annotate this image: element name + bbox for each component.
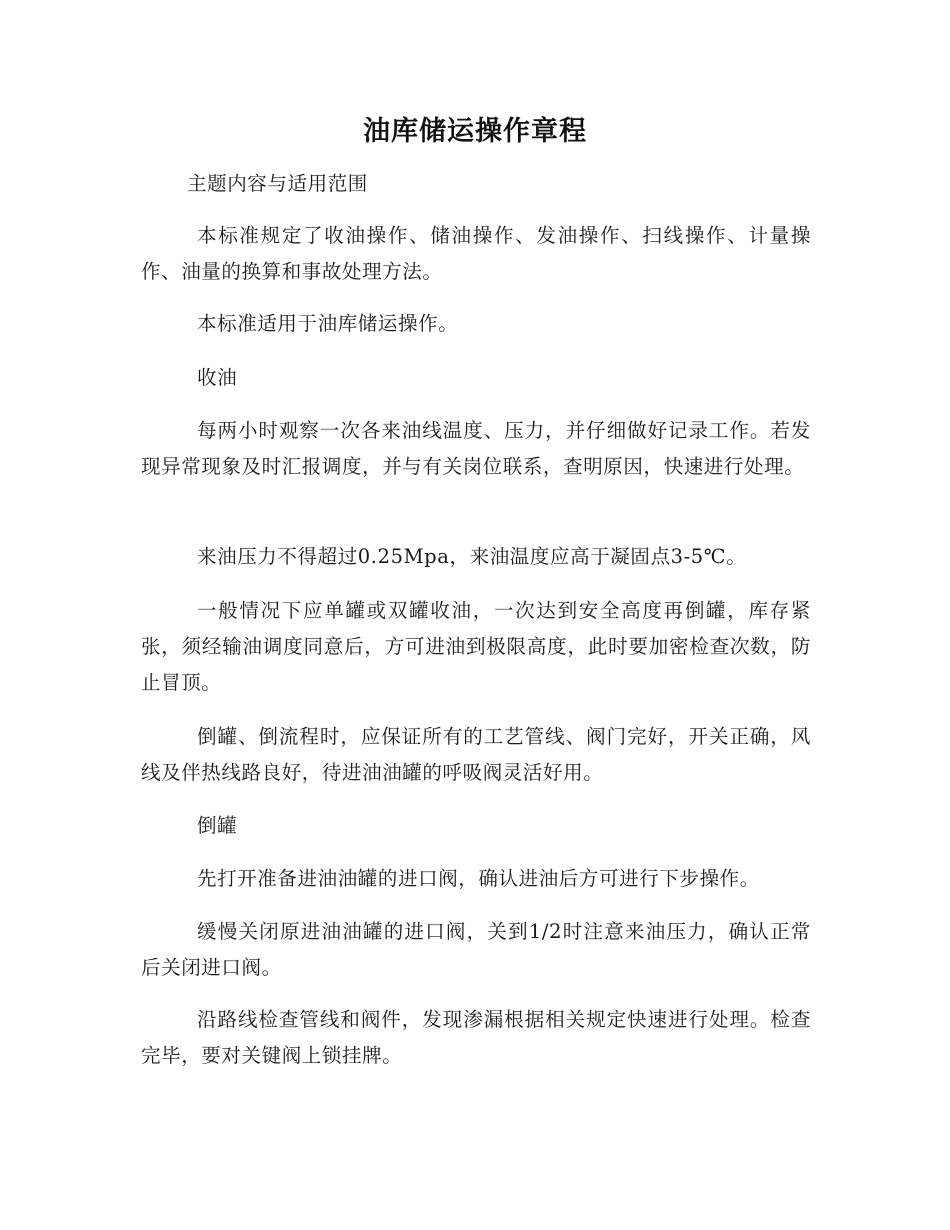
paragraph-tank-receiving: 一般情况下应单罐或双罐收油，一次达到安全高度再倒罐，库存紧张，须经输油调度同意后，方可进油到极限高度，此时要加密检查次数，防止冒顶。 [141, 599, 811, 694]
paragraph-applicability: 本标准适用于油库储运操作。 [197, 312, 459, 335]
paragraph-pressure-temperature: 来油压力不得超过0.25Mpa，来油温度应高于凝固点3-5℃。 [197, 545, 747, 568]
paragraph-standard-scope: 本标准规定了收油操作、储油操作、发油操作、扫线操作、计量操作、油量的换算和事故处理方法。 [141, 224, 811, 283]
paragraph-open-inlet: 先打开准备进油油罐的进口阀，确认进油后方可进行下步操作。 [197, 867, 760, 890]
section-heading-scope: 主题内容与适用范围 [187, 172, 368, 195]
section-heading-tank-switching: 倒罐 [197, 814, 238, 837]
paragraph-inspection: 沿路线检查管线和阀件，发现渗漏根据相关规定快速进行处理。检查完毕，要对关键阀上锁挂牌。 [141, 1008, 811, 1067]
section-heading-receiving: 收油 [197, 366, 238, 389]
document-title: 油库储运操作章程 [363, 116, 587, 147]
paragraph-switching-process: 倒罐、倒流程时，应保证所有的工艺管线、阀门完好，开关正确，风线及伴热线路良好，待进油油罐的呼吸阀灵活好用。 [141, 725, 811, 784]
paragraph-observation: 每两小时观察一次各来油线温度、压力，并仔细做好记录工作。若发现异常现象及时汇报调度，并与有关岗位联系，查明原因，快速进行处理。 [141, 419, 811, 478]
paragraph-close-inlet: 缓慢关闭原进油油罐的进口阀，关到1/2时注意来油压力，确认正常后关闭进口阀。 [141, 920, 811, 979]
